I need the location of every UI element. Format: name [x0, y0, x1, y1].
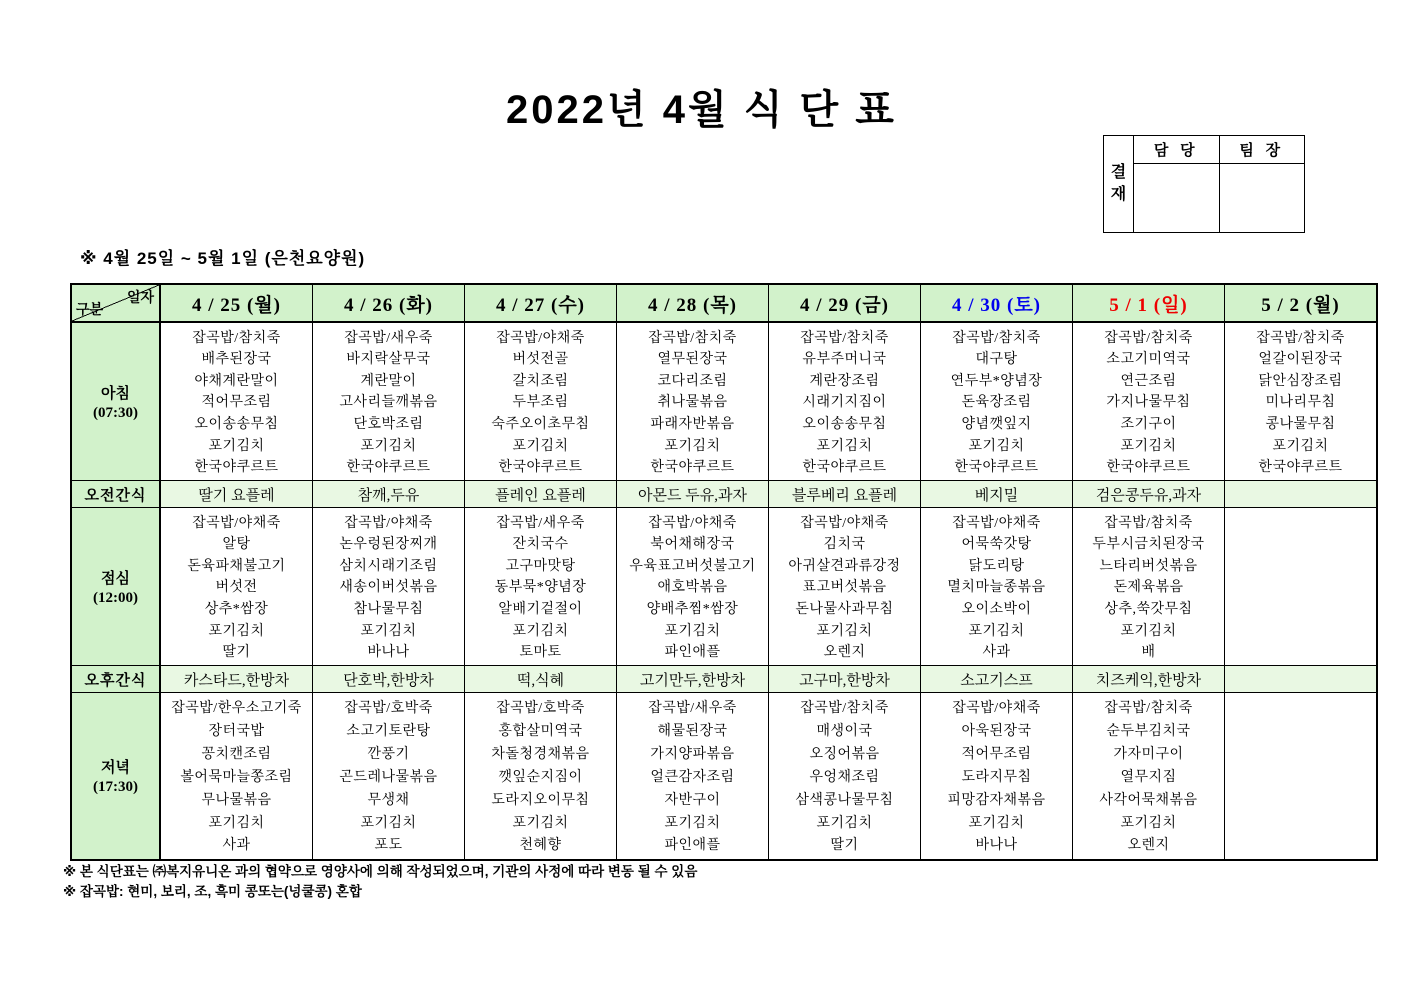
- approval-label: [1104, 136, 1134, 232]
- menu-item: 동부묵*양념장: [494, 580, 587, 596]
- breakfast-cell: [921, 323, 1072, 481]
- menu-item: 볼어묵마늘쫑조림: [180, 769, 293, 785]
- menu-item: 잡곡밥/참치죽: [1104, 701, 1193, 717]
- menu-item: 순두부김치국: [1106, 724, 1191, 740]
- menu-item: 잡곡밥/야채죽: [344, 515, 433, 531]
- menu-item: 포기김치: [208, 815, 265, 831]
- dinner-cell: [921, 693, 1072, 859]
- menu-item: 단호박조림: [353, 417, 424, 433]
- am-snack-cell: 참깨,두유: [313, 481, 464, 508]
- breakfast-cell: [769, 323, 920, 481]
- menu-item: 한국야쿠르트: [194, 460, 279, 476]
- approval-label-text: 결재: [1110, 163, 1127, 203]
- menu-item: 포기김치: [664, 623, 721, 639]
- menu-item: 양배추찜*쌈장: [646, 602, 739, 618]
- menu-item: 소고기토란탕: [346, 724, 431, 740]
- dinner-cell: [1073, 693, 1224, 859]
- date-header: 4 / 25 (월): [161, 285, 312, 323]
- menu-item: 잡곡밥/야채죽: [800, 515, 889, 531]
- menu-item: 잡곡밥/야채죽: [952, 701, 1041, 717]
- menu-item: 가자미구이: [1113, 747, 1184, 763]
- menu-item: 잡곡밥/한우소고기죽: [171, 701, 302, 717]
- menu-item: 곤드레나물볶음: [339, 769, 438, 785]
- am-snack-cell: 검은콩두유,과자: [1073, 481, 1224, 508]
- date-header: 4 / 29 (금): [769, 285, 920, 323]
- menu-item: 연두부*양념장: [950, 373, 1043, 389]
- menu-item: 한국야쿠르트: [954, 460, 1039, 476]
- menu-item: 천혜향: [519, 838, 562, 854]
- breakfast-cell: [617, 323, 768, 481]
- menu-item: 한국야쿠르트: [802, 460, 887, 476]
- menu-item: 북어채해장국: [650, 537, 735, 553]
- menu-item: 새송이버섯볶음: [339, 580, 438, 596]
- approval-signature-damdang: [1134, 164, 1219, 232]
- am-snack-cell: 베지밀: [921, 481, 1072, 508]
- am-snack-cell: 아몬드 두유,과자: [617, 481, 768, 508]
- menu-item: 차돌청경채볶음: [491, 747, 590, 763]
- menu-item: 표고버섯볶음: [802, 580, 887, 596]
- menu-item: 포기김치: [1120, 815, 1177, 831]
- menu-item: 숙주오이초무침: [491, 417, 590, 433]
- pm-snack-cell: 고기만두,한방차: [617, 666, 768, 693]
- menu-item: 무생채: [367, 792, 410, 808]
- menu-item: 포기김치: [816, 815, 873, 831]
- menu-item: 우엉채조림: [809, 769, 880, 785]
- menu-item: 열무된장국: [657, 352, 728, 368]
- lunch-cell: [1225, 508, 1376, 666]
- period-note: ※ 4월 25일 ~ 5월 1일 (은천요양원): [80, 249, 366, 268]
- menu-item: 해물된장국: [657, 724, 728, 740]
- menu-item: 취나물볶음: [657, 395, 728, 411]
- menu-item: 잡곡밥/참치죽: [1104, 330, 1193, 346]
- lunch-cell: [921, 508, 1072, 666]
- menu-item: 딸기: [222, 645, 251, 661]
- day-column: [768, 285, 920, 859]
- menu-item: 한국야쿠르트: [1258, 460, 1343, 476]
- menu-item: 잡곡밥/참치죽: [800, 330, 889, 346]
- menu-item: 포기김치: [968, 438, 1025, 454]
- menu-item: 잡곡밥/새우죽: [496, 515, 585, 531]
- menu-item: 포기김치: [816, 623, 873, 639]
- breakfast-cell: [161, 323, 312, 481]
- menu-item: 한국야쿠르트: [650, 460, 735, 476]
- breakfast-cell: [313, 323, 464, 481]
- menu-item: 적어무조림: [961, 747, 1032, 763]
- menu-item: 오렌지: [823, 645, 866, 661]
- menu-item: 포기김치: [512, 438, 569, 454]
- row-label-breakfast: [72, 323, 159, 481]
- day-column: [616, 285, 768, 859]
- menu-item: 꽁치캔조림: [201, 747, 272, 763]
- menu-item: 가지양파볶음: [650, 747, 735, 763]
- day-column: [464, 285, 616, 859]
- menu-item: 가지나물무침: [1106, 395, 1191, 411]
- day-column: [161, 285, 312, 859]
- menu-item: 잡곡밥/호박죽: [496, 701, 585, 717]
- menu-item: 포기김치: [360, 438, 417, 454]
- menu-item: 사과: [982, 645, 1011, 661]
- menu-item: 잡곡밥/호박죽: [344, 701, 433, 717]
- corner-date-label: 일자: [126, 291, 154, 306]
- menu-item: 포기김치: [968, 623, 1025, 639]
- dinner-cell: [1225, 693, 1376, 859]
- menu-item: 조기구이: [1120, 417, 1177, 433]
- menu-item: 돈육파채불고기: [187, 558, 286, 574]
- menu-item: 포기김치: [208, 623, 265, 639]
- menu-item: 바나나: [367, 645, 410, 661]
- menu-item: 딸기: [830, 838, 859, 854]
- menu-item: 잡곡밥/참치죽: [952, 330, 1041, 346]
- menu-item: 포기김치: [1272, 438, 1329, 454]
- footnotes: [63, 862, 697, 902]
- pm-snack-cell: 카스타드,한방차: [161, 666, 312, 693]
- menu-item: 오이송송무침: [194, 417, 279, 433]
- menu-item: 잡곡밥/야채죽: [496, 330, 585, 346]
- menu-item: 한국야쿠르트: [346, 460, 431, 476]
- menu-table: [70, 283, 1378, 861]
- date-header: 4 / 28 (목): [617, 285, 768, 323]
- menu-item: 삼치시래기조림: [339, 558, 438, 574]
- breakfast-time: (07:30): [93, 404, 138, 421]
- menu-item: 시래기지짐이: [802, 395, 887, 411]
- menu-item: 소고기미역국: [1106, 352, 1191, 368]
- breakfast-label: 아침: [101, 385, 130, 402]
- row-label-pm-snack: 오후간식: [72, 666, 159, 693]
- menu-item: 포기김치: [968, 815, 1025, 831]
- menu-item: 계란말이: [360, 373, 417, 389]
- menu-item: 멸치마늘종볶음: [947, 580, 1046, 596]
- breakfast-cell: [1073, 323, 1224, 481]
- menu-item: 코다리조림: [657, 373, 728, 389]
- approval-header-timjang: 팀 장: [1219, 136, 1305, 163]
- menu-item: 잡곡밥/참치죽: [1256, 330, 1345, 346]
- menu-item: 잡곡밥/참치죽: [1104, 515, 1193, 531]
- date-header: 4 / 27 (수): [465, 285, 616, 323]
- menu-item: 버섯전골: [512, 352, 569, 368]
- menu-item: 김치국: [823, 537, 866, 553]
- menu-item: 논우렁된장찌개: [339, 537, 438, 553]
- dinner-cell: [313, 693, 464, 859]
- lunch-time: (12:00): [93, 589, 138, 606]
- menu-item: 잡곡밥/야채죽: [192, 515, 281, 531]
- pm-snack-cell: 고구마,한방차: [769, 666, 920, 693]
- menu-item: 포도: [374, 838, 403, 854]
- menu-item: 열무지짐: [1120, 769, 1177, 785]
- menu-item: 잡곡밥/새우죽: [648, 701, 737, 717]
- pm-snack-cell: 단호박,한방차: [313, 666, 464, 693]
- pm-snack-cell: 소고기스프: [921, 666, 1072, 693]
- lunch-cell: [1073, 508, 1224, 666]
- menu-item: 깻잎순지짐이: [498, 769, 583, 785]
- dinner-cell: [617, 693, 768, 859]
- menu-item: 포기김치: [816, 438, 873, 454]
- menu-item: 잡곡밥/참치죽: [648, 330, 737, 346]
- row-label-lunch: [72, 508, 159, 666]
- row-label-column: [72, 285, 161, 859]
- menu-item: 두부조림: [512, 395, 569, 411]
- day-column: [312, 285, 464, 859]
- menu-item: 애호박볶음: [657, 580, 728, 596]
- dinner-cell: [161, 693, 312, 859]
- menu-item: 상추*쌈장: [204, 602, 269, 618]
- lunch-cell: [617, 508, 768, 666]
- menu-item: 어묵쑥갓탕: [961, 537, 1032, 553]
- dinner-cell: [769, 693, 920, 859]
- menu-item: 돈제육볶음: [1113, 580, 1184, 596]
- menu-item: 대구탕: [975, 352, 1018, 368]
- menu-item: 도라지오이무침: [491, 792, 590, 808]
- menu-item: 고구마맛탕: [505, 558, 576, 574]
- menu-item: 잡곡밥/새우죽: [344, 330, 433, 346]
- date-header: 5 / 1 (일): [1073, 285, 1224, 323]
- menu-item: 바나나: [975, 838, 1018, 854]
- approval-header-damdang: 담 당: [1153, 143, 1199, 159]
- page-title: 2022년 4월 식 단 표: [506, 88, 897, 132]
- menu-item: 알탕: [222, 537, 251, 553]
- menu-item: 잡곡밥/야채죽: [648, 515, 737, 531]
- menu-item: 포기김치: [512, 623, 569, 639]
- menu-item: 고사리들깨볶음: [339, 395, 438, 411]
- menu-item: 한국야쿠르트: [1106, 460, 1191, 476]
- pm-snack-cell: 떡,식혜: [465, 666, 616, 693]
- menu-item: 매생이국: [816, 724, 873, 740]
- menu-item: 도라지무침: [961, 769, 1032, 785]
- lunch-label: 점심: [101, 570, 130, 587]
- menu-item: 잔치국수: [512, 537, 569, 553]
- menu-item: 느타리버섯볶음: [1099, 558, 1198, 574]
- menu-item: 포기김치: [1120, 623, 1177, 639]
- menu-item: 잡곡밥/야채죽: [952, 515, 1041, 531]
- menu-item: 콩나물무침: [1265, 417, 1336, 433]
- approval-signature-timjang: [1219, 164, 1305, 232]
- row-label-am-snack: 오전간식: [72, 481, 159, 508]
- footnote-line: ※ 잡곡밥: 현미, 보리, 조, 흑미 콩또는(넝쿨콩) 혼합: [63, 884, 362, 899]
- pm-snack-cell: [1225, 666, 1376, 693]
- menu-item: 얼큰감자조림: [650, 769, 735, 785]
- lunch-cell: [769, 508, 920, 666]
- menu-item: 돈육장조림: [961, 395, 1032, 411]
- menu-item: 자반구이: [664, 792, 721, 808]
- breakfast-cell: [1225, 323, 1376, 481]
- menu-item: 연근조림: [1120, 373, 1177, 389]
- menu-item: 야채계란말이: [194, 373, 279, 389]
- menu-item: 두부시금치된장국: [1092, 537, 1205, 553]
- corner-category-label: 구분: [76, 303, 104, 318]
- menu-item: 적어무조림: [201, 395, 272, 411]
- date-header: 4 / 26 (화): [313, 285, 464, 323]
- breakfast-cell: [465, 323, 616, 481]
- approval-box: [1103, 135, 1305, 233]
- day-column: [920, 285, 1072, 859]
- menu-item: 잡곡밥/참치죽: [192, 330, 281, 346]
- menu-item: 포기김치: [360, 815, 417, 831]
- lunch-cell: [161, 508, 312, 666]
- menu-item: 우육표고버섯불고기: [629, 558, 756, 574]
- menu-item: 오징어볶음: [809, 747, 880, 763]
- row-label-dinner: [72, 693, 159, 859]
- menu-item: 토마토: [519, 645, 562, 661]
- menu-item: 얼갈이된장국: [1258, 352, 1343, 368]
- menu-item: 유부주머니국: [802, 352, 887, 368]
- corner-cell: [72, 285, 159, 323]
- menu-item: 상추,쑥갓무침: [1104, 602, 1193, 618]
- menu-item: 포기김치: [664, 438, 721, 454]
- menu-item: 배추된장국: [201, 352, 272, 368]
- menu-item: 아욱된장국: [961, 724, 1032, 740]
- menu-item: 포기김치: [664, 815, 721, 831]
- menu-item: 파인애플: [664, 838, 721, 854]
- menu-item: 계란장조림: [809, 373, 880, 389]
- menu-item: 포기김치: [360, 623, 417, 639]
- menu-item: 버섯전: [215, 580, 258, 596]
- menu-item: 아귀살견과류강정: [788, 558, 901, 574]
- menu-item: 오이송송무침: [802, 417, 887, 433]
- menu-item: 파래자반볶음: [650, 417, 735, 433]
- menu-item: 바지락살무국: [346, 352, 431, 368]
- menu-item: 알배기겉절이: [498, 602, 583, 618]
- day-column: [1072, 285, 1224, 859]
- footnote-line: ※ 본 식단표는 ㈜복지유니온 과의 협약으로 영양사에 의해 작성되었으며, 기관의 사정에 따라 변동 될 수 있음: [63, 864, 698, 879]
- date-header: 4 / 30 (토): [921, 285, 1072, 323]
- menu-item: 사각어묵채볶음: [1099, 792, 1198, 808]
- am-snack-cell: 플레인 요플레: [465, 481, 616, 508]
- dinner-label: 저녁: [101, 760, 130, 776]
- approval-signature-cells: [1134, 164, 1304, 232]
- menu-item: 포기김치: [208, 438, 265, 454]
- menu-item: 삼색콩나물무침: [795, 792, 894, 808]
- menu-item: 잡곡밥/참치죽: [800, 701, 889, 717]
- menu-item: 무나물볶음: [201, 792, 272, 808]
- lunch-cell: [313, 508, 464, 666]
- lunch-cell: [465, 508, 616, 666]
- menu-item: 파인애플: [664, 645, 721, 661]
- menu-item: 미나리무침: [1265, 395, 1336, 411]
- menu-item: 사과: [222, 838, 251, 854]
- menu-item: 오이소박이: [961, 602, 1032, 618]
- menu-item: 포기김치: [512, 815, 569, 831]
- menu-item: 오렌지: [1127, 838, 1170, 854]
- pm-snack-cell: 치즈케익,한방차: [1073, 666, 1224, 693]
- menu-item: 피망감자채볶음: [947, 792, 1046, 808]
- menu-item: 갈치조림: [512, 373, 569, 389]
- approval-columns: [1134, 136, 1304, 232]
- menu-item: 돈나물사과무침: [795, 602, 894, 618]
- day-column: [1224, 285, 1376, 859]
- date-header: 5 / 2 (월): [1225, 285, 1376, 323]
- menu-item: 참나물무침: [353, 602, 424, 618]
- am-snack-cell: [1225, 481, 1376, 508]
- menu-item: 배: [1141, 645, 1156, 661]
- approval-headers: [1134, 136, 1304, 164]
- menu-item: 깐풍기: [367, 747, 410, 763]
- menu-item: 포기김치: [1120, 438, 1177, 454]
- menu-item: 닭도리탕: [968, 558, 1025, 574]
- am-snack-cell: 딸기 요플레: [161, 481, 312, 508]
- menu-item: 장터국밥: [208, 724, 265, 740]
- dinner-time: (17:30): [93, 779, 138, 795]
- menu-item: 양념깻잎지: [961, 417, 1032, 433]
- menu-item: 홍합살미역국: [498, 724, 583, 740]
- dinner-cell: [465, 693, 616, 859]
- menu-item: 닭안심장조림: [1258, 373, 1343, 389]
- menu-item: 한국야쿠르트: [498, 460, 583, 476]
- am-snack-cell: 블루베리 요플레: [769, 481, 920, 508]
